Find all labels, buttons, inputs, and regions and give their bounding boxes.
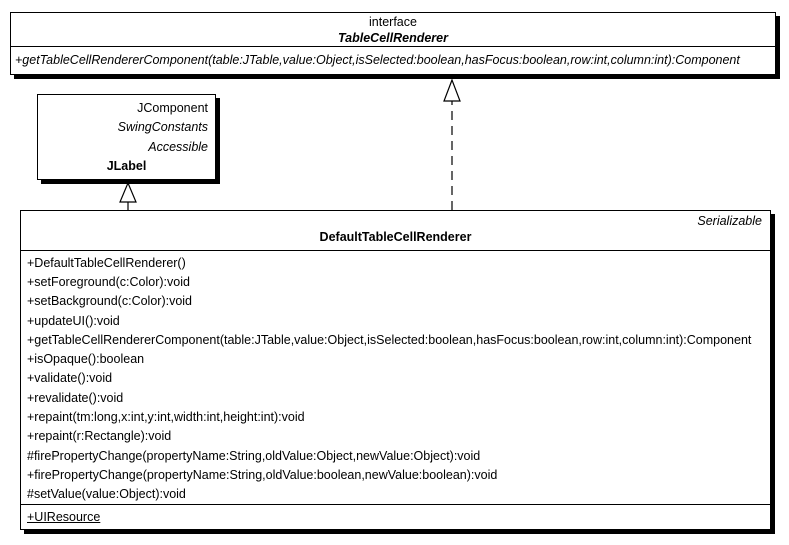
method-item: +getTableCellRendererComponent(table:JTable,value:Object,isSelected:boolean,hasFocus:boolean,row:int,column:int):Component: [27, 332, 752, 347]
interface-name: TableCellRenderer: [338, 31, 448, 45]
method-item: +repaint(tm:long,x:int,y:int,width:int,height:int):void: [27, 410, 305, 425]
method-item: +DefaultTableCellRenderer(): [27, 255, 186, 270]
interface-methods-compartment: [11, 47, 775, 73]
nested-class-label: +UIResource: [27, 509, 101, 524]
method-item: #setValue(value:Object):void: [27, 487, 186, 502]
class-name: JLabel: [106, 158, 147, 173]
nested-class-compartment: [21, 505, 770, 529]
method-item: +isOpaque():boolean: [27, 352, 145, 367]
stereotype-label: interface: [369, 15, 417, 29]
realization-arrow[interactable]: [444, 80, 460, 210]
class-box-jlabel[interactable]: [37, 94, 216, 180]
supertype-label: Accessible: [148, 139, 208, 154]
method-item: +updateUI():void: [27, 313, 120, 328]
method-item: +setBackground(c:Color):void: [27, 294, 193, 309]
generalization-arrow[interactable]: [120, 183, 136, 210]
interface-name-compartment: [11, 13, 775, 47]
method-item: +repaint(r:Rectangle):void: [27, 429, 172, 444]
class-box-defaulttablecellrenderer[interactable]: [20, 210, 771, 530]
method-item: +firePropertyChange(propertyName:String,oldValue:boolean,newValue:boolean):void: [27, 467, 498, 482]
method-item: +setForeground(c:Color):void: [27, 274, 190, 289]
method-item: +getTableCellRendererComponent(table:JTable,value:Object,isSelected:boolean,hasFocus:boolean,row:int,column:int):Component: [15, 53, 740, 67]
supertype-label: JComponent: [137, 101, 208, 115]
methods-compartment: [21, 251, 770, 505]
interface-box-tablecellrenderer[interactable]: [10, 12, 776, 75]
class-name-compartment: [21, 211, 770, 251]
implements-label: Serializable: [697, 214, 762, 228]
class-name: DefaultTableCellRenderer: [319, 230, 472, 244]
method-item: +revalidate():void: [27, 390, 124, 405]
supertype-label: SwingConstants: [117, 120, 208, 135]
method-item: +validate():void: [27, 371, 113, 386]
method-item: #firePropertyChange(propertyName:String,oldValue:Object,newValue:Object):void: [27, 448, 481, 463]
